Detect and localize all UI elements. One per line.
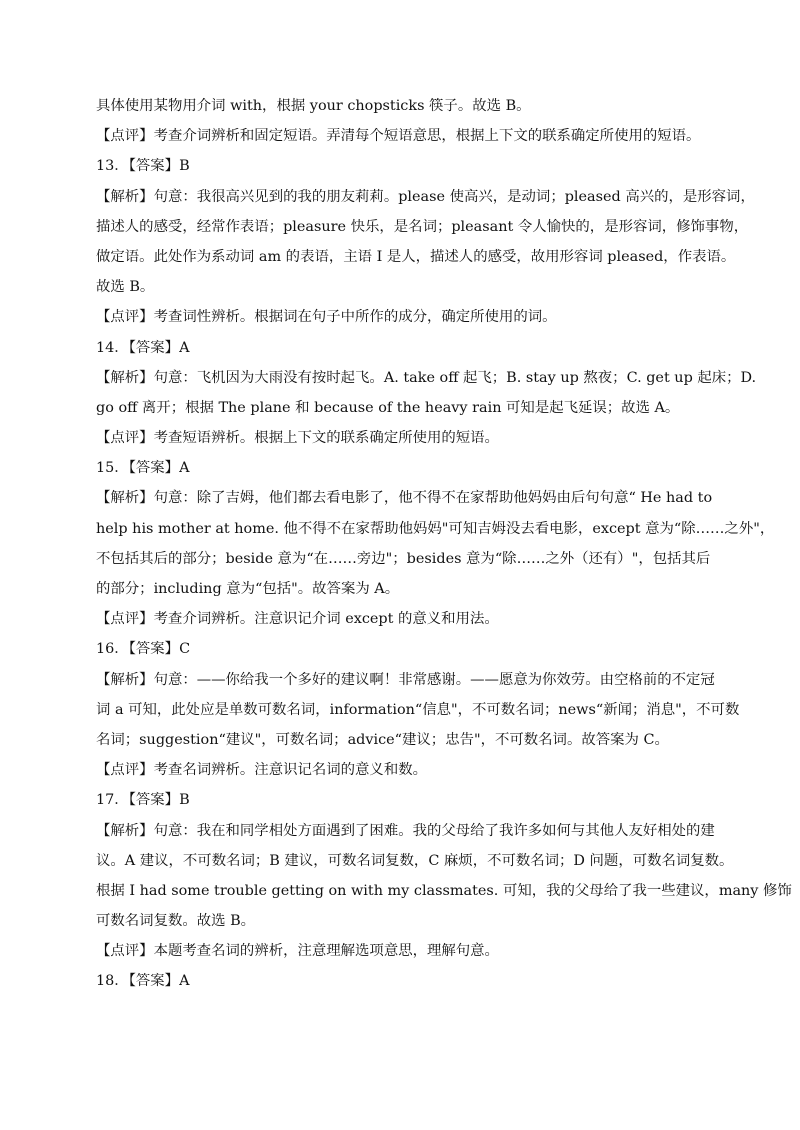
answer-heading: 16．【答案】C: [96, 641, 191, 658]
text-line: 名词；suggestion“建议"，可数名词；advice“建议；忠告"，不可数名词。故答案为 C。: [96, 731, 669, 748]
document-body: [96, 91, 792, 997]
analysis-line: 【解析】句意：我在和同学相处方面遇到了困难。我的父母给了我许多如何与其他人友好相处的建: [96, 822, 715, 839]
analysis-line: 【解析】句意：——你给我一个多好的建议啊！非常感谢。——愿意为你效劳。由空格前的不定冠: [96, 671, 715, 688]
answer-heading: 18．【答案】A: [96, 973, 190, 990]
comment-line: 【点评】考查短语辨析。根据上下文的联系确定所使用的短语。: [96, 430, 499, 447]
answer-heading: 13．【答案】B: [96, 158, 190, 175]
analysis-line: 【解析】句意：我很高兴见到的我的朋友莉莉。please 使高兴，是动词；pleased 高兴的，是形容词，: [96, 188, 755, 205]
text-line: go off 离开；根据 The plane 和 because of the heavy rain 可知是起飞延误；故选 A。: [96, 399, 680, 416]
text-line: 词 a 可知，此处应是单数可数名词，information“信息"，不可数名词；news“新闻；消息"，不可数: [96, 701, 740, 718]
analysis-line: 【解析】句意：除了吉姆，他们都去看电影了，他不得不在家帮助他妈妈由后句句意“ He had to: [96, 490, 713, 507]
text-line: 故选 B。: [96, 279, 155, 296]
text-line: 根据 I had some trouble getting on with my classmates. 可知，我的父母给了我一些建议，many 修饰: [96, 882, 792, 899]
comment-line: 【点评】考查介词辨析。注意识记介词 except 的意义和用法。: [96, 611, 499, 628]
comment-line: 【点评】本题考查名词的辨析，注意理解选项意思，理解句意。: [96, 943, 499, 960]
answer-heading: 17．【答案】B: [96, 792, 190, 809]
comment-line: 【点评】考查词性辨析。根据词在句子中所作的成分，确定所使用的词。: [96, 309, 557, 326]
text-line: 具体使用某物用介词 with，根据 your chopsticks 筷子。故选 B。: [96, 98, 531, 114]
comment-line: 【点评】考查介词辨析和固定短语。弄清每个短语意思，根据上下文的联系确定所使用的短语。: [96, 128, 701, 145]
text-line: 做定语。此处作为系动词 am 的表语，主语 I 是人，描述人的感受，故用形容词 pleased，作表语。: [96, 248, 736, 265]
answer-heading: 14．【答案】A: [96, 339, 190, 356]
text-line: 可数名词复数。故选 B。: [96, 913, 256, 930]
comment-line: 【点评】考查名词辨析。注意识记名词的意义和数。: [96, 762, 427, 779]
text-line: 不包括其后的部分；beside 意为“在……旁边"；besides 意为“除……之外（还有）"，包括其后: [96, 550, 711, 567]
text-line: 的部分；including 意为“包括"。故答案为 A。: [96, 581, 400, 597]
text-line: help his mother at home. 他不得不在家帮助他妈妈"可知吉姆没去看电影，except 意为“除……之外"，: [96, 520, 775, 537]
text-line: 议。A 建议，不可数名词；B 建议，可数名词复数，C 麻烦，不可数名词；D 问题，可数名词复数。: [96, 852, 734, 869]
text-line: 描述人的感受，经常作表语；pleasure 快乐，是名词；pleasant 令人愉快的，是形容词，修饰事物，: [96, 218, 749, 235]
analysis-line: 【解析】句意：飞机因为大雨没有按时起飞。A. take off 起飞；B. stay up 熬夜；C. get up 起床；D.: [96, 369, 757, 386]
answer-heading: 15．【答案】A: [96, 460, 190, 477]
